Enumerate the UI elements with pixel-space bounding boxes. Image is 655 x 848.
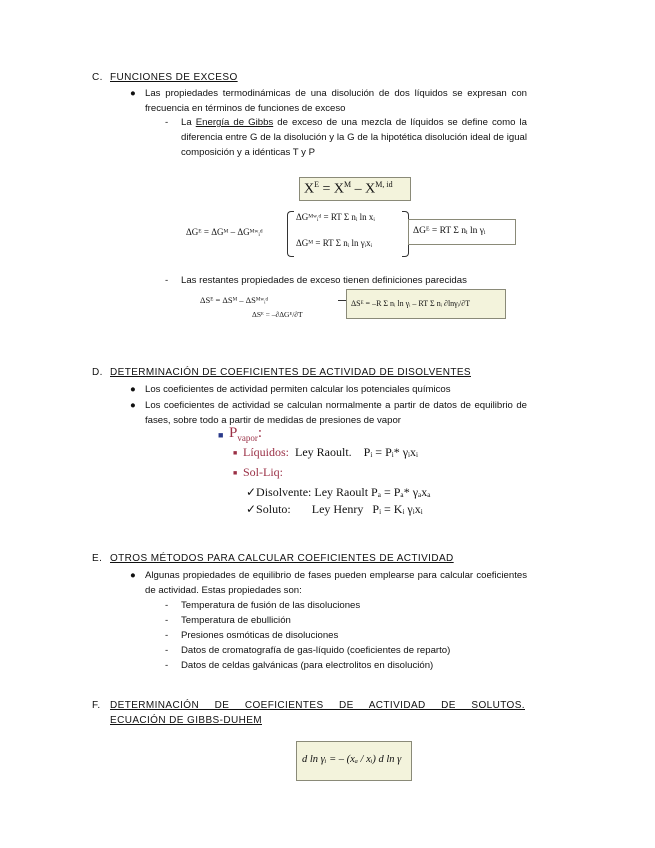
- dash-icon: -: [165, 630, 169, 641]
- section-d-bullet1: Los coeficientes de actividad permiten calcular los potenciales químicos: [145, 384, 451, 395]
- pvapor-label: $P_{vapor}$:: [229, 425, 263, 443]
- entropy-result-box: [346, 289, 506, 319]
- section-f-title-line2: ECUACIÓN DE GIBBS-DUHEM: [110, 715, 262, 726]
- square-bullet-icon: ■: [218, 430, 224, 440]
- bullet-icon: ●: [130, 570, 136, 581]
- list-item: Temperatura de fusión de las disoluciones: [181, 600, 361, 611]
- section-e-title: OTROS MÉTODOS PARA CALCULAR COEFICIENTES DE ACTIVIDAD: [110, 553, 454, 564]
- section-c-bullet1: Las propiedades termodinámicas de una disolución de dos líquidos se expresan con frecuencia en términos de funciones de exceso: [145, 88, 527, 114]
- arrow-icon: [338, 300, 346, 301]
- bullet-icon: ●: [130, 384, 136, 395]
- dash-icon: -: [165, 600, 169, 611]
- gibbs-link[interactable]: Energía de Gibbs: [195, 117, 274, 128]
- gibbs-excess-left-eq: ΔGᴱ = ΔGᴹ – ΔGᴹʷᵢᵈ: [186, 227, 263, 237]
- section-f-subheading: [110, 715, 262, 726]
- dash-icon: -: [165, 615, 169, 626]
- dash-icon: -: [165, 645, 169, 656]
- section-e-bullet1: Algunas propiedades de equilibrio de fases pueden emplearse para calcular coeficientes de actividad. Estas propiedades son:: [145, 570, 527, 596]
- section-c-sub2: Las restantes propiedades de exceso tienen definiciones parecidas: [181, 275, 467, 286]
- gibbs-duhem-box: [296, 741, 412, 781]
- entropy-derivative-eq: ΔSᴱ = –∂ΔGᴱ/∂T: [252, 310, 303, 319]
- entropy-excess-left-eq: ΔSᴱ = ΔSᴹ – ΔSᴹʷᵢᵈ: [200, 295, 269, 305]
- section-d-title: DETERMINACIÓN DE COEFICIENTES DE ACTIVIDAD DE DISOLVENTES: [110, 367, 471, 378]
- entropy-result-eq: ΔSᴱ = –R Σ nᵢ ln γᵢ – RT Σ nᵢ ∂lnγᵢ/∂T: [351, 299, 471, 308]
- list-item: Datos de celdas galvánicas (para electrolitos en disolución): [181, 660, 434, 671]
- gibbs-duhem-eq: d ln γᵢ = – (xₐ / xᵢ) d ln γ: [302, 754, 402, 765]
- dash-icon: -: [165, 660, 169, 671]
- dash-icon: -: [165, 275, 169, 286]
- dash-icon: -: [165, 117, 169, 128]
- soluto-line: ✓Soluto: Ley Henry Pᵢ = Kᵢ γᵢxᵢ: [246, 502, 423, 516]
- gibbs-ideal-eq: ΔGᴹʷᵢᵈ = RT Σ nᵢ ln xᵢ: [296, 212, 375, 222]
- gibbs-result-box: [408, 219, 516, 245]
- list-item: Presiones osmóticas de disoluciones: [181, 630, 339, 641]
- section-e-heading: E. OTROS MÉTODOS PARA CALCULAR COEFICIENTES DE ACTIVIDAD: [92, 553, 454, 564]
- solliq-label: Sol-Liq:: [243, 465, 284, 479]
- section-c-heading: C. FUNCIONES DE EXCESO: [92, 72, 238, 83]
- disolvente-line: ✓Disolvente: Ley Raoult Pₐ = Pₐ* γₐxₐ: [246, 485, 431, 499]
- square-bullet-icon: ■: [233, 470, 238, 477]
- section-f-heading: F. DETERMINACIÓN DE COEFICIENTES DE ACTIVIDAD DE SOLUTOS.: [92, 700, 525, 711]
- section-d-bullet2: Los coeficientes de actividad se calculan normalmente a partir de datos de equilibrio de fases, sobre todo a partir de medidas de presiones de vapor: [145, 400, 527, 426]
- bullet-icon: ●: [130, 400, 136, 411]
- gibbs-mixing-eq: ΔGᴹ = RT Σ nᵢ ln γᵢxᵢ: [296, 238, 373, 248]
- gibbs-result-eq: ΔGᴱ = RT Σ nᵢ ln γᵢ: [413, 226, 486, 236]
- excess-equation: $X^E = X^M - X^{M, id}$: [304, 180, 393, 197]
- list-item: Datos de cromatografía de gas-líquido (coeficientes de reparto): [181, 645, 451, 656]
- list-item: Temperatura de ebullición: [181, 615, 291, 626]
- section-f-title-line1: DETERMINACIÓN DE COEFICIENTES DE ACTIVIDAD DE SOLUTOS.: [110, 700, 525, 711]
- brace-icon: [287, 211, 294, 257]
- excess-equation-box: [299, 177, 411, 201]
- liquidos-line: Líquidos: Ley Raoult. Pᵢ = Pᵢ* γᵢxᵢ: [243, 445, 418, 459]
- section-d-heading: D. DETERMINACIÓN DE COEFICIENTES DE ACTIVIDAD DE DISOLVENTES: [92, 367, 471, 378]
- section-c-title: FUNCIONES DE EXCESO: [110, 72, 238, 83]
- square-bullet-icon: ■: [233, 450, 238, 457]
- section-c-sub1: La Energía de Gibbs de exceso de una mezcla de líquidos se define como la diferencia entre G de la disolución y la G de la hipotética disolución ideal de igual composición y a idénticas T y P: [181, 117, 527, 158]
- bullet-icon: ●: [130, 88, 136, 99]
